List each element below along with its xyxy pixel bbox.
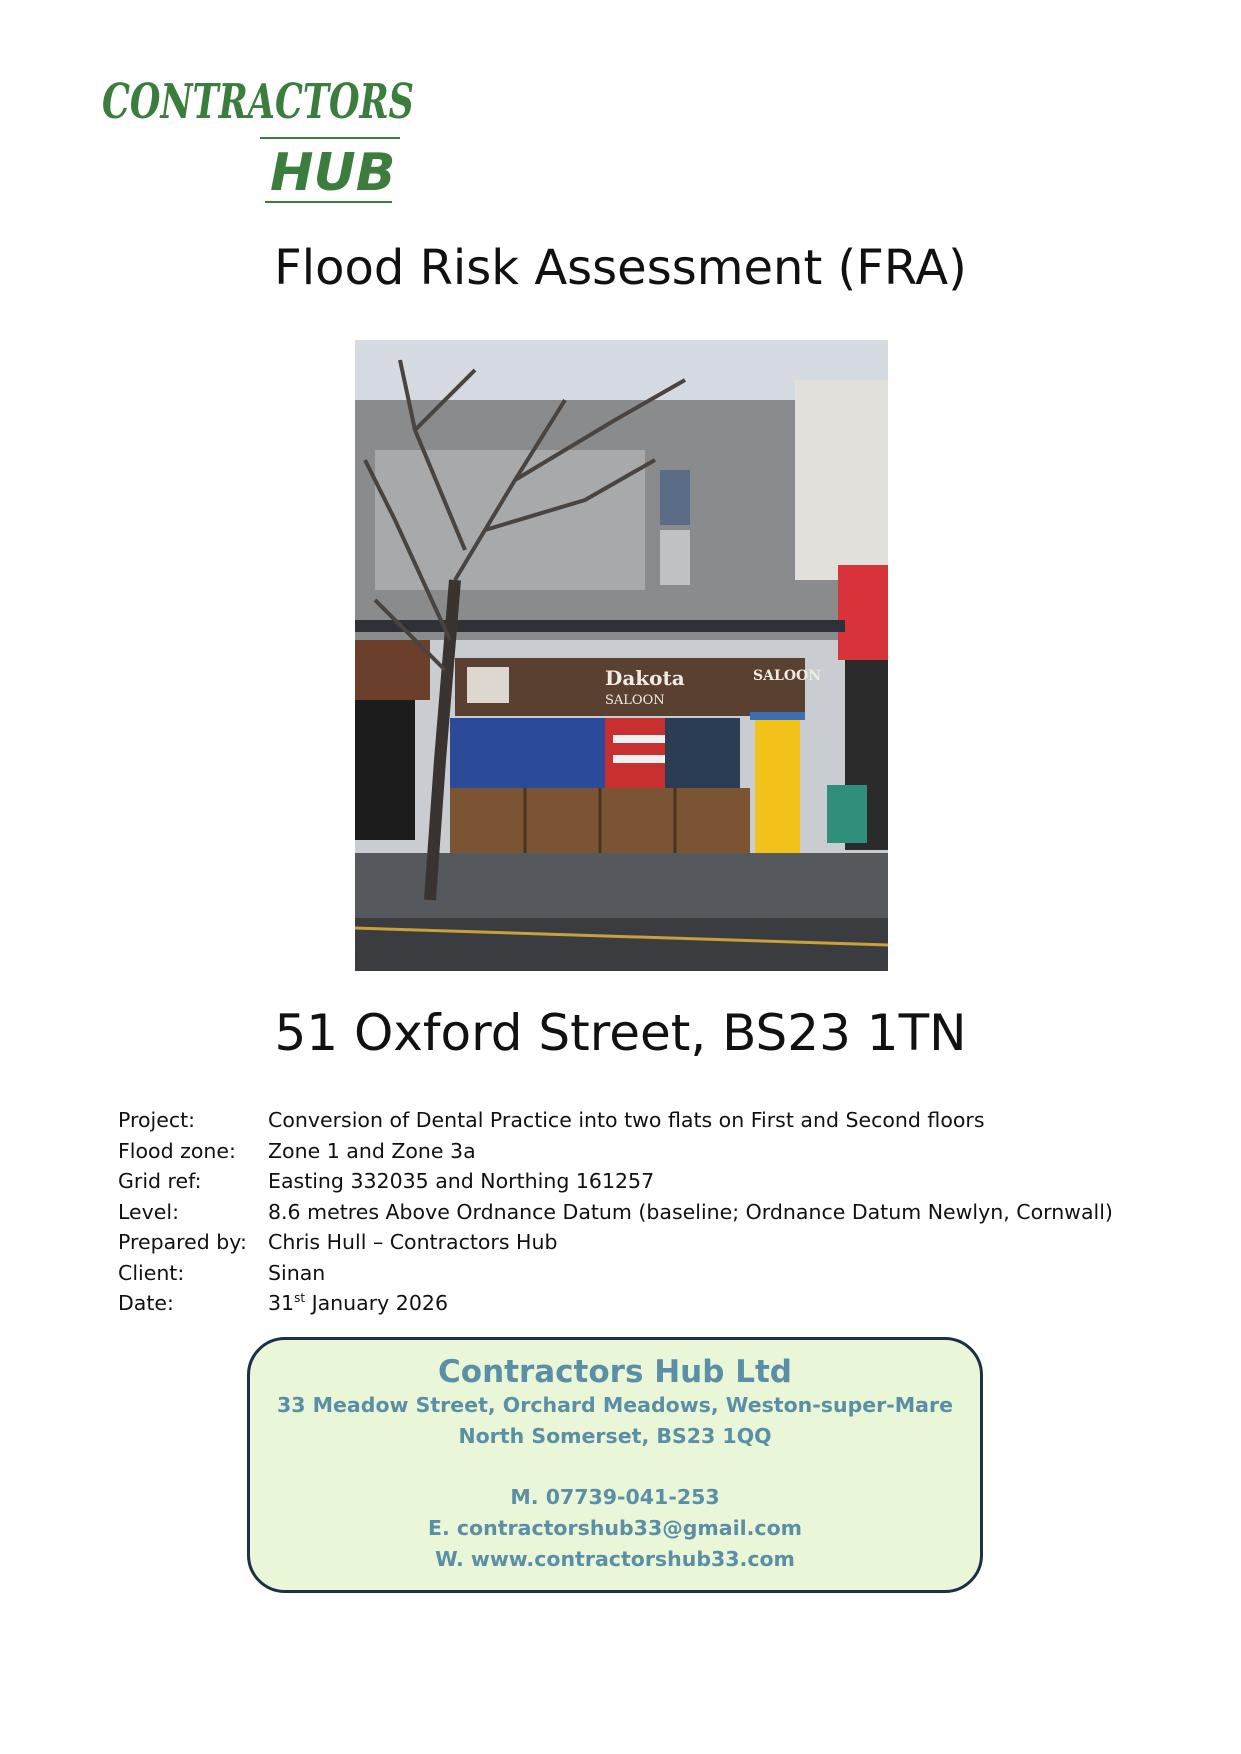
prepared-by-label: Prepared by: [118, 1230, 247, 1255]
contractors-hub-logo [100, 40, 420, 210]
logo-text-hub: HUB [270, 143, 396, 203]
company-address-line2: North Somerset, BS23 1QQ [458, 1424, 772, 1448]
date-value [268, 1291, 448, 1315]
detail-row-date [118, 1288, 1198, 1319]
project-label: Project: [118, 1108, 196, 1133]
client-label: Client: [118, 1260, 185, 1285]
level-label: Level: [118, 1199, 180, 1224]
document-title: Flood Risk Assessment (FRA) [274, 240, 967, 296]
project-value: Conversion of Dental Practice into two flats on First and Second floors [268, 1108, 985, 1133]
sign-saloon: SALOON [605, 693, 665, 708]
company-email[interactable]: E. contractorshub33@gmail.com [427, 1516, 803, 1540]
sign-dakota: Dakota [605, 666, 685, 690]
detail-row-client [118, 1258, 1198, 1289]
company-mobile: M. 07739-041-253 [510, 1485, 720, 1509]
date-suffix: st [294, 1291, 306, 1306]
prepared-by-value: Chris Hull – Contractors Hub [268, 1230, 558, 1255]
detail-row-prepared-by [118, 1227, 1198, 1258]
company-website[interactable]: W. www.contractorshub33.com [435, 1547, 795, 1571]
detail-row-grid-ref [118, 1166, 1198, 1197]
date-day: 31 [268, 1291, 295, 1316]
date-label: Date: [118, 1291, 174, 1316]
level-value: 8.6 metres Above Ordnance Datum (baseline; Ordnance Datum Newlyn, Cornwall) [268, 1199, 1113, 1224]
grid-ref-label: Grid ref: [118, 1169, 202, 1194]
logo-text-contractors: CONTRACTORS [102, 74, 414, 130]
detail-row-project [118, 1105, 1198, 1136]
building-photo [355, 340, 888, 971]
contact-box [247, 1337, 983, 1593]
project-details [118, 1105, 1198, 1319]
company-address-line1: 33 Meadow Street, Orchard Meadows, Weston-super-Mare [276, 1393, 954, 1417]
site-address: 51 Oxford Street, BS23 1TN [274, 1004, 967, 1062]
detail-row-flood-zone [118, 1136, 1198, 1167]
detail-row-level [118, 1197, 1198, 1228]
company-name: Contractors Hub Ltd [438, 1354, 792, 1390]
sign-saloon-right: SALOON [753, 668, 822, 684]
flood-zone-label: Flood zone: [118, 1138, 236, 1163]
flood-zone-value: Zone 1 and Zone 3a [268, 1138, 476, 1163]
grid-ref-value: Easting 332035 and Northing 161257 [268, 1169, 655, 1194]
date-rest: January 2026 [305, 1291, 448, 1316]
client-value: Sinan [268, 1260, 326, 1285]
